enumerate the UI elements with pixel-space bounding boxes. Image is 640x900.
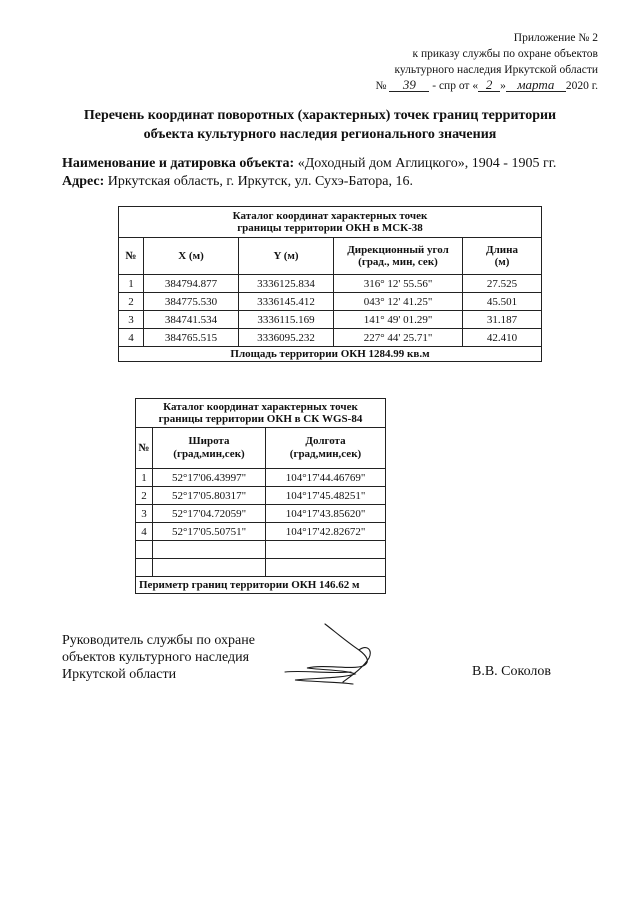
wgs84-cell-empty [153, 559, 266, 577]
msk38-footer-row [119, 347, 542, 362]
wgs84-header-lon [266, 428, 386, 469]
table-row [136, 505, 386, 523]
msk38-cell-length: 27.525 [463, 275, 542, 293]
wgs84-cell-num: 3 [136, 505, 153, 523]
table-row-empty [136, 559, 386, 577]
wgs84-header-lon-line-1: Долгота [305, 435, 346, 447]
msk38-caption-line-1: Каталог координат характерных точек [232, 210, 428, 222]
appendix-line-1: Приложение № 2 [513, 32, 598, 44]
msk38-cell-angle: 227° 44' 25.71" [334, 329, 463, 347]
msk38-cell-length: 42.410 [463, 329, 542, 347]
order-number: 39 [389, 78, 429, 92]
msk38-caption [119, 207, 542, 238]
handwritten-signature [255, 620, 395, 690]
msk38-header-angle [334, 238, 463, 275]
wgs84-caption-line-2: границы территории ОКН в СК WGS-84 [158, 413, 363, 425]
table-row [136, 469, 386, 487]
wgs84-cell-lat: 52°17'05.50751" [153, 523, 266, 541]
msk38-cell-num: 3 [119, 311, 144, 329]
table-row [119, 329, 542, 347]
wgs84-footer-row [136, 577, 386, 594]
title-line-1: Перечень координат поворотных (характерных) точек границ территории [83, 108, 557, 123]
object-address-label: Адрес: [62, 174, 105, 189]
appendix-header [376, 30, 599, 94]
order-number-prefix: № [375, 80, 387, 92]
wgs84-cell-lat: 52°17'05.80317" [153, 487, 266, 505]
signatory-line-3: Иркутской области [62, 667, 177, 682]
msk38-cell-angle: 316° 12' 55.56" [334, 275, 463, 293]
msk38-cell-x: 384765.515 [144, 329, 239, 347]
msk38-cell-num: 2 [119, 293, 144, 311]
object-name-value: «Доходный дом Аглицкого», 1904 - 1905 гг. [294, 156, 557, 171]
msk38-cell-angle: 141° 49' 01.29" [334, 311, 463, 329]
wgs84-caption-row [136, 399, 386, 428]
wgs84-perimeter-footer: Периметр границ территории ОКН 146.62 м [136, 577, 386, 594]
msk38-header-length-line-2: (м) [494, 256, 510, 268]
msk38-header-length-line-1: Длина [486, 244, 518, 256]
msk38-area-footer: Площадь территории ОКН 1284.99 кв.м [119, 347, 542, 362]
wgs84-caption-line-1: Каталог координат характерных точек [163, 401, 358, 413]
wgs84-coordinates-table [135, 398, 386, 594]
appendix-order-line [376, 78, 599, 94]
signatory-line-2: объектов культурного наследия [62, 650, 250, 665]
wgs84-cell-empty [266, 541, 386, 559]
msk38-header-length [463, 238, 542, 275]
wgs84-cell-num: 1 [136, 469, 153, 487]
msk38-cell-length: 31.187 [463, 311, 542, 329]
wgs84-cell-num: 4 [136, 523, 153, 541]
signatory-line-1: Руководитель службы по охране [62, 633, 255, 648]
wgs84-header-num: № [136, 428, 153, 469]
order-month: марта [506, 78, 566, 92]
msk38-caption-line-2: границы территории ОКН в МСК-38 [237, 222, 423, 234]
wgs84-header-lat [153, 428, 266, 469]
msk38-header-num: № [119, 238, 144, 275]
appendix-line-2: к приказу службы по охране объектов [412, 48, 598, 60]
msk38-cell-y: 3336125.834 [239, 275, 334, 293]
msk38-cell-x: 384794.877 [144, 275, 239, 293]
msk38-cell-num: 1 [119, 275, 144, 293]
object-name-label: Наименование и датировка объекта: [62, 156, 295, 171]
wgs84-header-lat-line-2: (град,мин,сек) [173, 448, 245, 460]
wgs84-cell-lat: 52°17'04.72059" [153, 505, 266, 523]
order-year: 2020 г. [565, 80, 598, 92]
wgs84-cell-lon: 104°17'44.46769" [266, 469, 386, 487]
msk38-header-angle-line-2: (град., мин, сек) [358, 256, 438, 268]
table-row [119, 293, 542, 311]
wgs84-cell-empty [136, 541, 153, 559]
msk38-coordinates-table [118, 206, 542, 362]
msk38-header-row [119, 238, 542, 275]
wgs84-cell-empty [153, 541, 266, 559]
wgs84-cell-lat: 52°17'06.43997" [153, 469, 266, 487]
msk38-cell-angle: 043° 12' 41.25" [334, 293, 463, 311]
wgs84-cell-empty [136, 559, 153, 577]
wgs84-cell-lon: 104°17'43.85620" [266, 505, 386, 523]
wgs84-cell-lon: 104°17'45.48251" [266, 487, 386, 505]
object-info [62, 155, 556, 191]
wgs84-header-lon-line-2: (град,мин,сек) [289, 448, 362, 460]
msk38-cell-x: 384775.530 [144, 293, 239, 311]
order-day: 2 [478, 78, 500, 92]
wgs84-caption [136, 399, 386, 428]
table-row [119, 275, 542, 293]
order-mid-text: - спр от « [432, 80, 479, 92]
msk38-cell-y: 3336115.169 [239, 311, 334, 329]
object-address-value: Иркутская область, г. Иркутск, ул. Сухэ-Батора, 16. [104, 174, 413, 189]
msk38-cell-length: 45.501 [463, 293, 542, 311]
wgs84-header-lat-line-1: Широта [188, 435, 230, 447]
msk38-cell-x: 384741.534 [144, 311, 239, 329]
table-row [119, 311, 542, 329]
order-month-sep: » [500, 80, 506, 92]
wgs84-cell-num: 2 [136, 487, 153, 505]
msk38-cell-y: 3336145.412 [239, 293, 334, 311]
signatory-name: В.В. Соколов [472, 664, 552, 679]
table-row-empty [136, 541, 386, 559]
msk38-header-x: X (м) [144, 238, 239, 275]
wgs84-cell-lon: 104°17'42.82672" [266, 523, 386, 541]
msk38-cell-y: 3336095.232 [239, 329, 334, 347]
appendix-line-3: культурного наследия Иркутской области [394, 64, 598, 76]
wgs84-header-row [136, 428, 386, 469]
table-row [136, 523, 386, 541]
wgs84-cell-empty [266, 559, 386, 577]
msk38-caption-row [119, 207, 542, 238]
signatory-title [62, 632, 255, 683]
msk38-cell-num: 4 [119, 329, 144, 347]
document-title [40, 106, 600, 144]
msk38-header-angle-line-1: Дирекционный угол [347, 244, 449, 256]
object-name-line [62, 155, 556, 173]
table-row [136, 487, 386, 505]
msk38-header-y: Y (м) [239, 238, 334, 275]
title-line-2: объекта культурного наследия регионального значения [143, 127, 497, 142]
object-address-line [62, 173, 556, 191]
